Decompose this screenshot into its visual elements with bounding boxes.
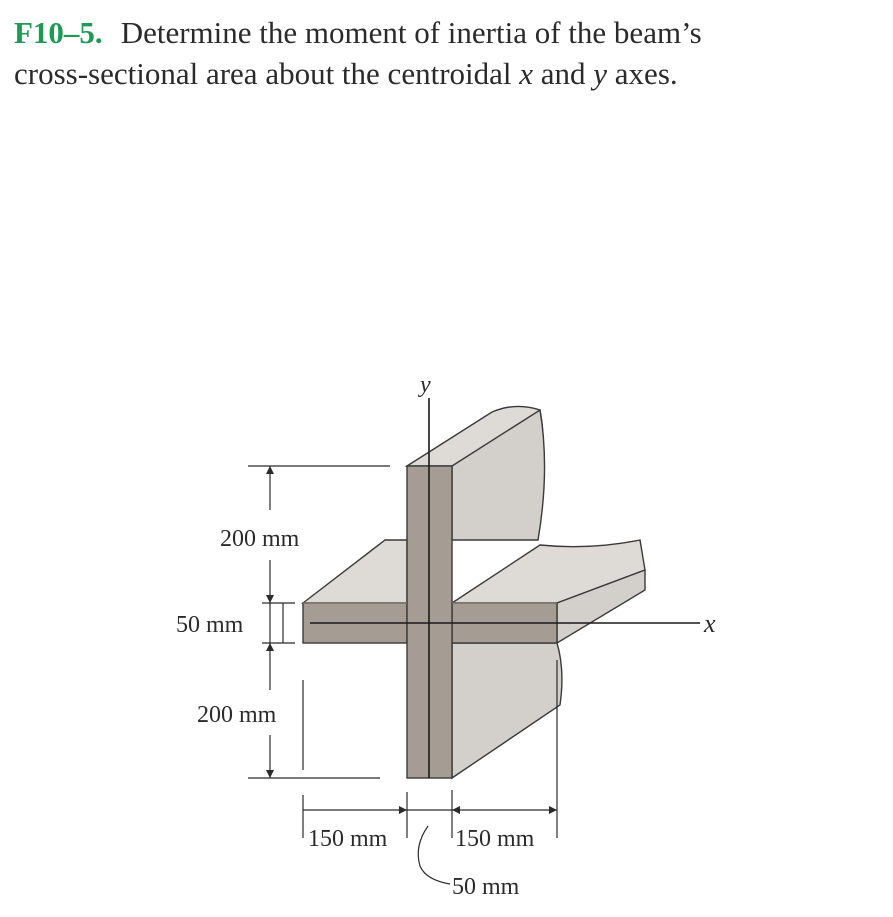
dim-web-label: 50 mm <box>452 874 520 900</box>
arrowhead <box>452 806 460 814</box>
left-flange-top-face <box>303 540 407 603</box>
problem-line-2: cross-sectional area about the centroidal x and y axes. <box>14 56 678 91</box>
arrowhead <box>266 643 274 651</box>
problem-line-1: Determine the moment of inertia of the beam’s <box>120 15 702 50</box>
dim-mid-label: 50 mm <box>176 612 244 638</box>
x-axis-label: x <box>704 609 716 638</box>
dim-top-label: 200 mm <box>220 526 300 552</box>
arrowhead <box>549 806 557 814</box>
arrowhead <box>266 770 274 778</box>
arrowhead <box>266 595 274 603</box>
dim-left-flange-label: 150 mm <box>308 826 388 852</box>
problem-number: F10–5. <box>14 15 103 50</box>
web-dim-leader <box>418 826 450 884</box>
y-axis-label: y <box>420 372 431 398</box>
arrowhead <box>266 466 274 474</box>
var-x: x <box>519 56 534 91</box>
var-y: y <box>593 56 608 91</box>
dim-right-flange-label: 150 mm <box>455 826 535 852</box>
web-lower-side-face <box>452 643 562 778</box>
arrowhead <box>399 806 407 814</box>
dim-bottom-label: 200 mm <box>197 702 277 728</box>
